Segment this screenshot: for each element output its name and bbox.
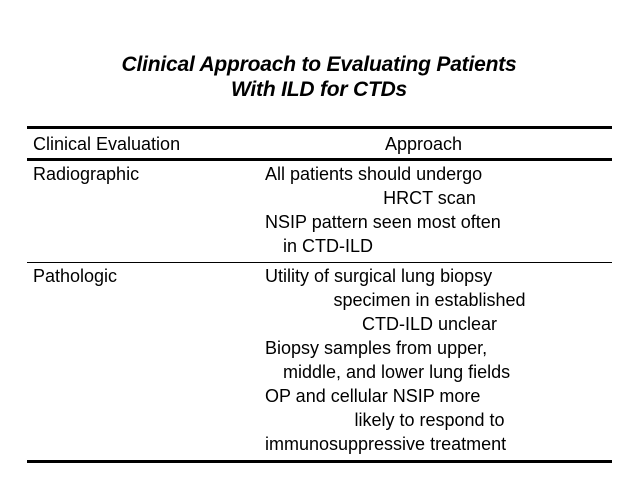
- approach-line: NSIP pattern seen most often: [265, 212, 501, 232]
- approach-line: All patients should undergo: [265, 164, 483, 184]
- table-row: [27, 263, 612, 460]
- approach-line: HRCT scan: [383, 188, 476, 208]
- slide-title: [0, 52, 638, 102]
- approach-line: in CTD-ILD: [283, 236, 374, 256]
- title-line-2: With ILD for CTDs: [230, 78, 408, 101]
- evaluation-table: [27, 126, 612, 463]
- approach-line: likely to respond to: [354, 410, 505, 430]
- header-clinical-evaluation: Clinical Evaluation: [33, 133, 181, 154]
- table-bottom-rule: [27, 460, 612, 463]
- approach-line: Utility of surgical lung biopsy: [265, 266, 493, 286]
- row-approach-radiographic: [265, 162, 612, 258]
- approach-line: OP and cellular NSIP more: [265, 386, 481, 406]
- approach-line: Biopsy samples from upper,: [265, 338, 488, 358]
- approach-line: specimen in established: [333, 290, 526, 310]
- row-evaluation-pathologic: Pathologic: [33, 266, 118, 286]
- header-approach: Approach: [384, 133, 463, 154]
- row-evaluation-radiographic: Radiographic: [33, 164, 140, 184]
- row-approach-pathologic: [265, 264, 612, 456]
- approach-line: middle, and lower lung fields: [283, 362, 511, 382]
- approach-line: CTD-ILD unclear: [361, 314, 498, 334]
- table-row: [27, 161, 612, 262]
- title-line-1: Clinical Approach to Evaluating Patients: [121, 53, 517, 76]
- approach-line: immunosuppressive treatment: [265, 434, 507, 454]
- table-header-row: [27, 129, 612, 158]
